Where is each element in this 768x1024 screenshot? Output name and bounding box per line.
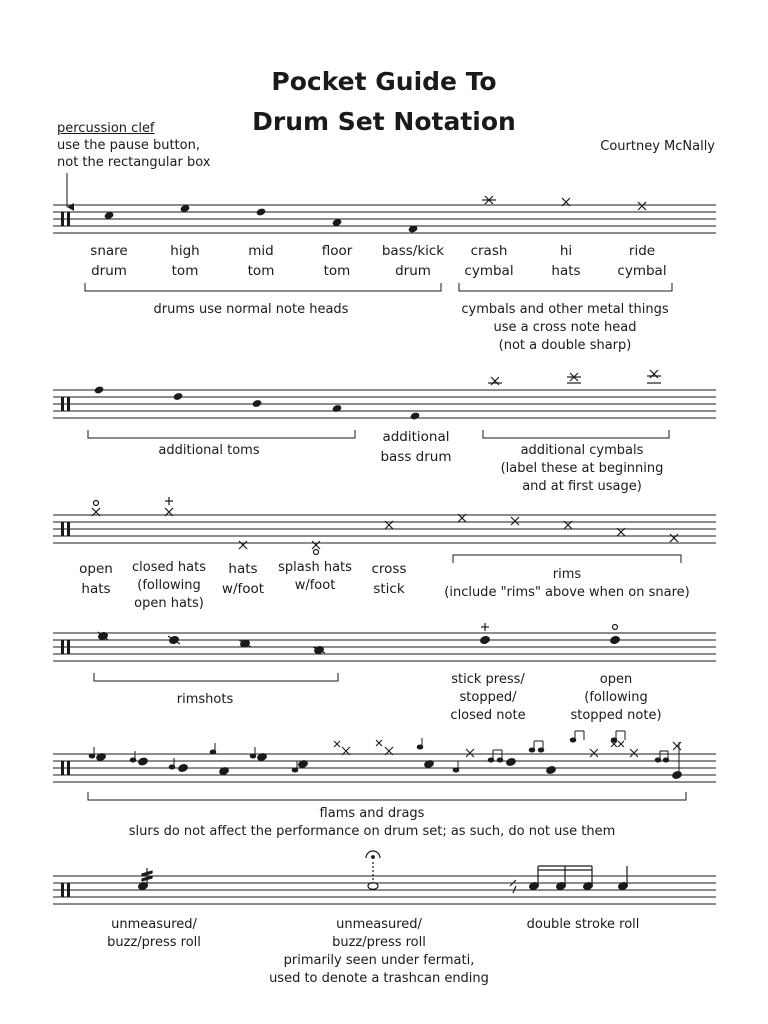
label-cross-stick: cross stick [371, 561, 407, 597]
caption-drums: drums use normal note heads [153, 302, 349, 317]
clef-line-2: use the pause button, [57, 138, 200, 153]
staff-6 [53, 851, 716, 904]
caption-buzz-roll-1: unmeasured/ buzz/press roll [107, 917, 201, 950]
note-crash-cymbal [482, 196, 496, 204]
caption-rimshots: rimshots [176, 692, 234, 707]
caption-buzz-roll-2: unmeasured/ buzz/press roll primarily seen under fermati, used to denote a trashcan ending [269, 917, 489, 986]
caption-additional-toms: additional toms [158, 443, 260, 458]
label-closed-hats: closed hats (following open hats) [132, 560, 206, 611]
author-name: Courtney McNally [600, 139, 715, 154]
clef-heading: percussion clef [57, 121, 155, 136]
label-high-tom: high tom [170, 243, 200, 279]
label-open-hats: open hats [79, 561, 113, 597]
bracket-drums [85, 283, 441, 291]
caption-flams: flams and drags slurs do not affect the performance on drum set; as such, do not use them [128, 806, 616, 839]
caption-cymbals: cymbals and other metal things use a cross note head (not a double sharp) [461, 302, 669, 353]
caption-additional-cymbals: additional cymbals (label these at beginning and at first usage) [500, 443, 664, 494]
staff-5 [53, 731, 716, 800]
note-mid-tom [256, 207, 267, 216]
label-hats-foot: hats w/foot [221, 561, 265, 597]
label-hi-hats: hi hats [551, 243, 581, 279]
caption-stick-press: stick press/ stopped/ closed note [450, 672, 526, 723]
caption-additional-bass: additional bass drum [380, 429, 452, 465]
staff-3 [53, 497, 716, 563]
caption-rims: rims (include "rims" above when on snare) [444, 567, 690, 600]
label-crash-cymbal: crash cymbal [464, 243, 514, 279]
label-bass-drum: bass/kick drum [381, 243, 445, 279]
label-floor-tom: floor tom [321, 243, 353, 279]
label-ride-cymbal: ride cymbal [617, 243, 667, 279]
page-title-line1: Pocket Guide To [271, 67, 497, 96]
bracket-cymbals [459, 283, 672, 291]
note-ride-cymbal [638, 202, 646, 210]
label-mid-tom: mid tom [247, 243, 275, 279]
label-splash-hats: splash hats w/foot [278, 560, 352, 593]
caption-open-note: open (following stopped note) [570, 672, 662, 723]
clef-line-3: not the rectangular box [57, 155, 211, 170]
label-snare-drum: snare drum [90, 243, 128, 279]
caption-double-stroke: double stroke roll [526, 917, 640, 932]
page-title-line2: Drum Set Notation [252, 107, 516, 136]
